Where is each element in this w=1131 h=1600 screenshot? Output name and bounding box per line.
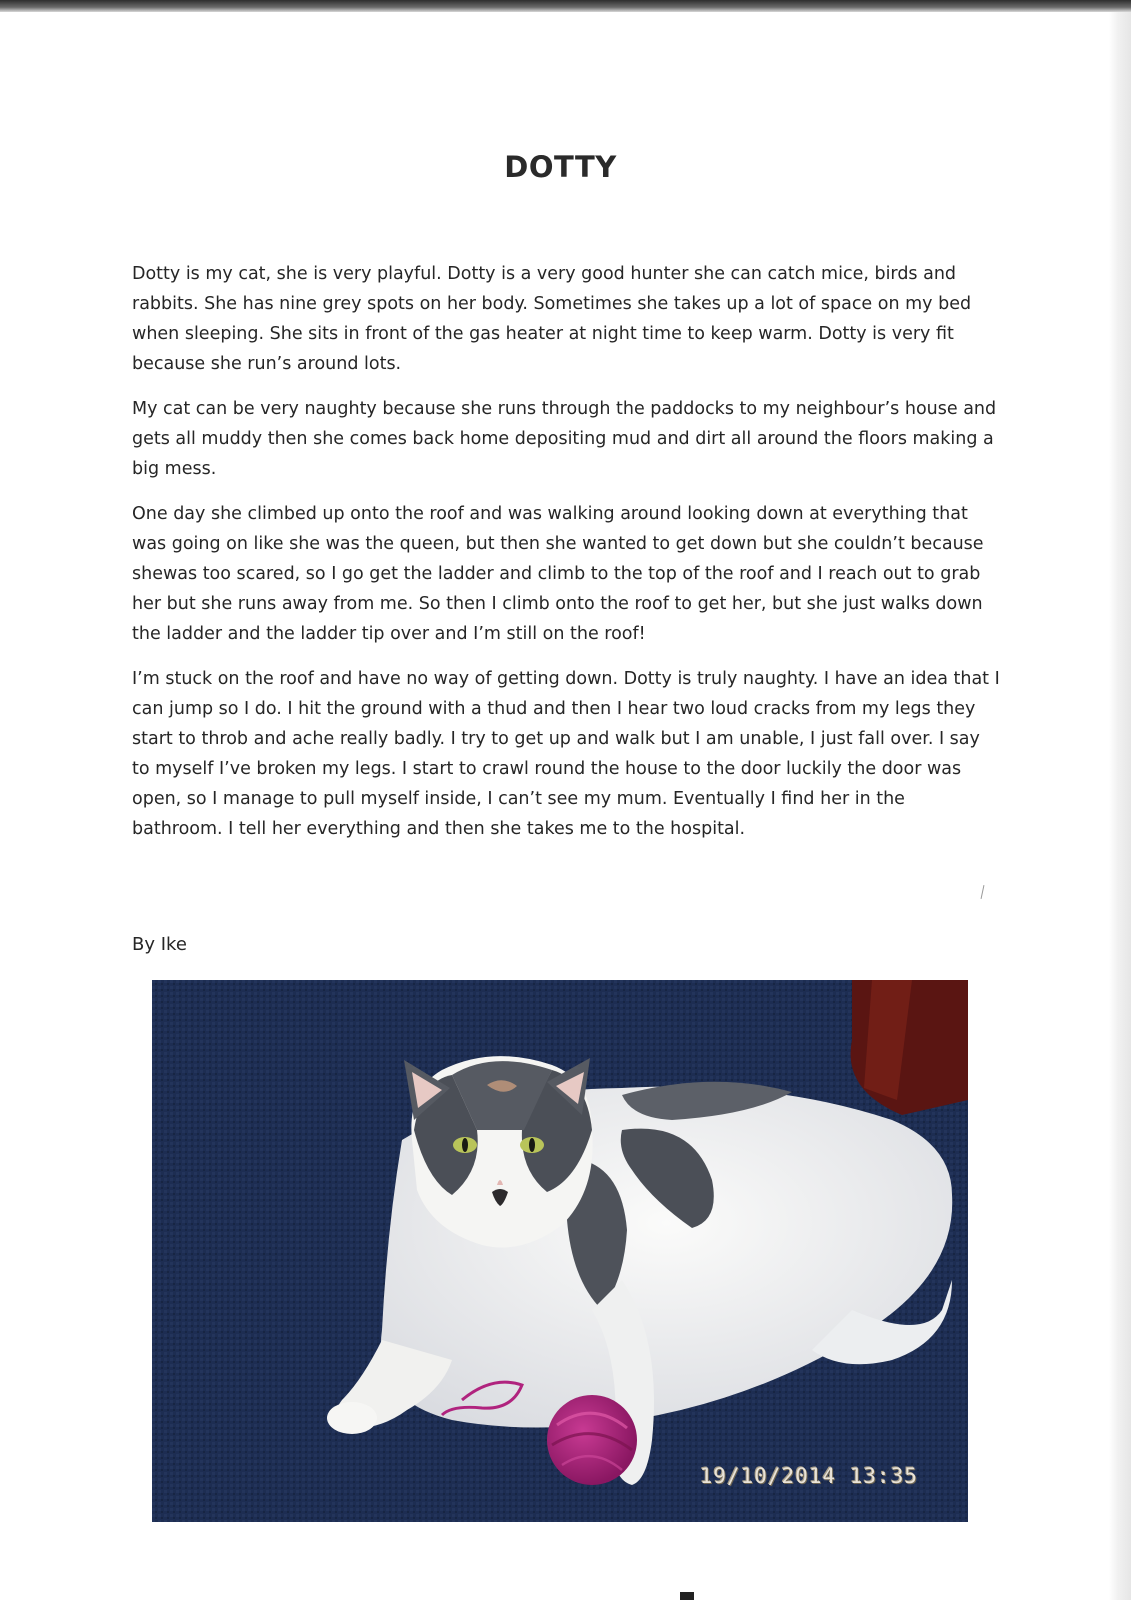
scan-smudge [680,1592,694,1600]
cat-paw [327,1402,377,1434]
paragraph-1: Dotty is my cat, she is very playful. Dotty is a very good hunter she can catch mice, birds and rabbits. She has nine grey spots on her body. Sometimes she takes up a lot of space on my bed when sleeping. She sits in front of the gas heater at night time to keep warm. Dotty is very fit because she run’s around lots. [132,264,972,374]
document-title: DOTTY [504,150,617,184]
paragraph-4: I’m stuck on the roof and have no way of getting down. Dotty is truly naughty. I have an idea that I can jump so I do. I hit the ground with a thud and then I hear two loud cracks from my legs they start to throb and ache really badly. I try to get up and walk but I am unable, I just fall over. I say to myself I’ve broken my legs. I start to crawl round the house to the door luckily the door was open, so I manage to pull myself inside, I can’t see my mum. Eventually I find her in the bathroom. I tell her everything and then she takes me to the hospital. [132,669,1000,839]
scan-mark [981,885,985,899]
photo-timestamp: 19/10/2014 13:35 [699,1464,918,1488]
paragraph-2: My cat can be very naughty because she runs through the paddocks to my neighbour’s house and gets all muddy then she comes back home depositing mud and dirt all around the floors making a big mess. [132,399,997,479]
cat-photo [152,980,968,1522]
author-byline: By Ike [132,934,187,955]
paragraph-3: One day she climbed up onto the roof and was walking around looking down at everything that was going on like she was the queen, but then she wanted to get down but she couldn’t because shewas too scared, so I go get the ladder and climb to the top of the roof and I reach out to grab her but she runs away from me. So then I climb onto the roof to get her, but she just walks down the ladder and the ladder tip over and I’m still on the roof! [132,504,984,644]
cat-photo-illustration [152,980,968,1522]
story-body [132,259,1000,859]
